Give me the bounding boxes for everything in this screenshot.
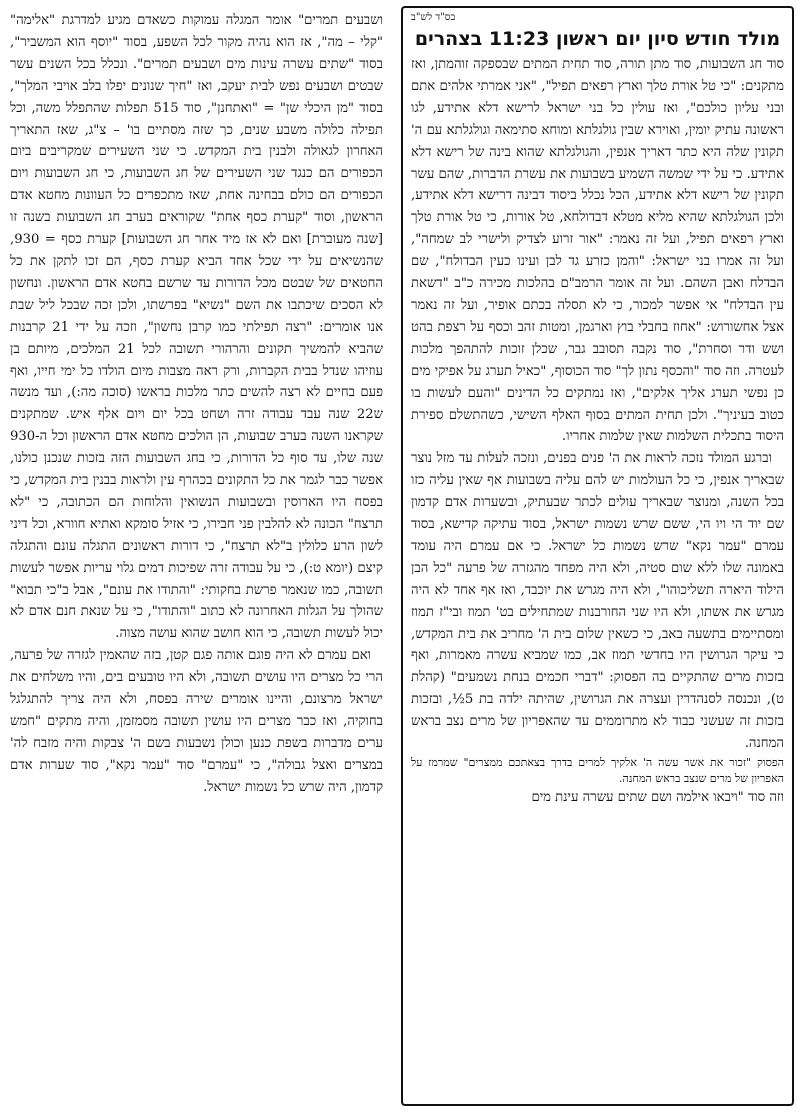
right-paragraph-1: סוד חג השבועות, סוד מתן תורה, סוד תחית המתים שבספקה זוהמתן, ואז מתקנים: "כי טל אורת טלך וארץ רפאים תפיל", "אני אמרתי אלהים אתם ובני עליון כולכם", ואז עולין כל בני ישראל לרישא דלא אתידע, לגו ראשונה עתיק יומין, ואוירא שבין גולגלתא ומוחא סתימאה וגולגלתא עם ה' תקונין שלה היא כתר דאריך אנפין, והגולגלתא שהוא בינה של רישא דלא אתידע. כי על ידי שמשה השמיע בשבועות את עשרת הדברות, שהם עשר תקונין של רישא דלא אתידע, הכל נכלל ביסוד דבינה דרישא דלא אתידע, ולכן הגולגלתא שהיא מליא מטלא דבדולחא, טל אורות, כי טל אורת טלך וארץ רפאים תפיל, ועל זה נאמר: "אור זרוע לצדיק ולישרי לב שמחה", ועל זה אמרו בני ישראל: "והמן כזרע גד לבן ועינו כעין הבדולח", שם הבדלח ואבן השהם. ועל זה אומר הרמב"ם בהלכות מכירה כ"ב "דשאת עין הבדלח" אי אפשר למכור, כי לא תסלה בכתם אופיר, ועל זה נאמר אצל אחשורוש: "אחוז בחבלי בוץ וארגמן, ומטות זהב וכסף על רצפת בהט ושש ודר וסחרת", סוד נקבה תסובב גבר, שכלן זוכות להתהפך מלכות לעטרה. וזה סוד "והכסף נתון לך" סוד הכוסוף, "כאיל תערג על אפיקי מים כן נפשי תערג אליך אלקים", ואז נמתקים כל הדינים "והעם לעשות בו כטוב בעיניך". ולכן תחית המתים בסוף האלף השישי, כשהתשלם ספירת היסוד בתכלית השלמות שאין שלמות אחריו. — [411, 57, 784, 445]
right-column — [401, 6, 794, 1106]
right-paragraph-2: וברגע המולד נזכה לראות את ה' פנים בפנים, ונזכה לעלות עד מזל נוצר שבאריך אנפין, כי כל העולמות יש להם עליה בשבועות אף שאין עליה כזו בכל השנה, ומנוצר שבאריך עולים לכתר שבעתיק, ובשערות אדם קדמון שם יוד הי ויו הי, ששם שרש נשמות ישראל, בסוד עתיקה קדישא, בסוד עמרם "עמר נקא" שרש נשמות כל ישראל. כי אם עמרם היה עומד באמונה שלו ללא שום סטיה, ולא היה מפחד מהגזרה של פרעה "כל הבן הילוד היארה תשליכוהו", ולא היה מגרש את יוכבד, ואז אף אחד לא היה מגרש את אשתו, ולא היו שני החורבנות שמתחילים בט' תמוז ובי"ז תמוז ומסתיימים בתשעה באב, כי כשאין שלום בית ה' מחריב את בית המקדש, כי עיקר הגרושין היו בחדשי תמוז אב, כמו שמביא עשרה מאמרות, ואף בזכות מרים שהתקיים בה הפסוק: "דברי חכמים בנחת נשמעים" (קהלת ט), ונכנסה לסנהדרין ועצרה את הגרושין, שהיתה ילדה בת 5½, ובזכות בזכות זה שעשני כבוד לא מתרוממים עד שהאפריון של מרים נצב בראש המחנה. — [411, 451, 785, 752]
right-footnote: הפסוק "זכור את אשר עשה ה' אלקיך למרים בדרך בצאתכם ממצרים" שמרמז על האפריון של מרים שנצב בראש המחנה. — [411, 756, 784, 785]
page-title: מולד חודש סיון יום ראשון 11:23 בצהרים — [414, 28, 781, 50]
left-paragraph-2: ואם עמרם לא היה פוגם אותה פגם קטן, בזה שהאמין לגזרה של פרעה, הרי כל מצרים היו עושים תשובה, ולא היו טובעים בים, והיו משלחים את ישראל מרצונם, והיינו אומרים שירה בפסח, ולא היה צריך להתגלגל בחוקיה, ואז כבר מצרים היו עושין תשובה מסמזמן, והיה מתקים "חמש ערים מדברות בשפת כנען וכולן נשבעות בשם ה' צבקות והיה מזבח לה' במצרים ואצל גבולה", כי "עמרם" סוד "עמר נקא", סוד שערות אדם קדמון, היה שרש כל נשמות ישראל. — [10, 648, 383, 795]
left-column — [6, 6, 387, 1106]
bsd-header: בס"ד לש"ב — [411, 12, 456, 23]
left-paragraph-1: ושבעים תמרים" אומר המגלה עמוקות כשאדם מגיע למדרגת "אלימה" "קלי – מה", אז הוא נהיה מקור לכל השפע, בסוד "יוסף הוא המשביר", בסוד "שתים עשרה עינות מים ושבעים תמרים". ונכלל בכל השנים עשר שבטים ושבעים נפש לבית יעקב, ואז "חיך שנונים יפלו בלב אויבי המלך", בסוד "מן היכלי שן" = "ואתחנן", סוד 515 תפלות שהתפלל משה, וכל תפילה כלולה משבע שנים, כך שזה מסתיים בו' – צ"ג, שאז התאריך האחרון לגאולה ולבנין בית המקדש. כי שני השעירים שמקריבים ביום הכפורים הם כנגד שני השעירים של חג השבועות, כי חג השבועות ויום הכפורים הם כולם בבחינה אחת, שאז מתכפרים כל העוונות מחטא אדם הראשון, וסוד "קערת כסף אחת" שקוראים בערב חג השבועות בשנה זו [שנה מעוברת] ואם לא אז מיד אחר חג השבועות] קערת כסף = 930, שהנשיאים על ידי שכל אחד הביא קערת כסף, הם זכו לתקן את כל החטאים של שבטם מכל הדורות עד שרשם בחטא אדם הראשון. ונחשון לא הסכים שיכתבו את השם "נשיא" בפרשתו, ולכן זכה שבכל ליל שבת אנו אומרים: "רצה תפילתי כמו קרבן נחשון", וזכה על ידי 21 קרבנות שהביא להמשיך תקונים והרהורי תשובה לכל 21 המלכים, מיותם בן עוזיהו שנדל בבית הקברות, ורק ראה מצבות מיום הולדו כל ימי חייו, ואף פעם בחיים לא רצה להשים כתר מלכות בראשו (סוכה מה:), ועד מנשה ש22 שנה עבד עבודה זרה ושחט בכל יום ויום אלף איש. שמתקנים שקראנו השנה בערב שבועות, הן הולכים מחטא אדם הראשון וכל ה-930 שנה שלו, עד סוף כל הדורות, כי בחג השבועות הזה בזכות שנכנן כולנו, אפשר כבר לגמר את כל התקונים בכהרף עין ולראות בבנין בית המקדש, כי בפסח היו הארוסין ובשבועות הנשואין והלוחות הם הכתובה, כי "לא תרצח" הכונה לא להלבין פני חבירו, כי אזיל סומקא ואתיא חוורא, וכל דיני לשון הרע כלולין ב"לא תרצח", כי דורות ראשונים התגלה עונם והתגלה קיצם (יומא ט:), כי על עבודה זרה שפיכות דמים גלוי עריות אפשר לעשות תשובה, כמו שנאמר פרשת בחקותי: "והתודו את עונם", אבל ב"כי תבוא" שהולך על הגלות האחרונה לא כתוב "והתודו", כי על שנאת חנם אדם לא יכול לעשות תשובה, כי הוא חושב שהוא עושה מצוה. — [10, 13, 384, 642]
right-paragraph-3: וזה סוד "ויבאו אילמה ושם שתים עשרה עינת מים — [531, 790, 784, 805]
